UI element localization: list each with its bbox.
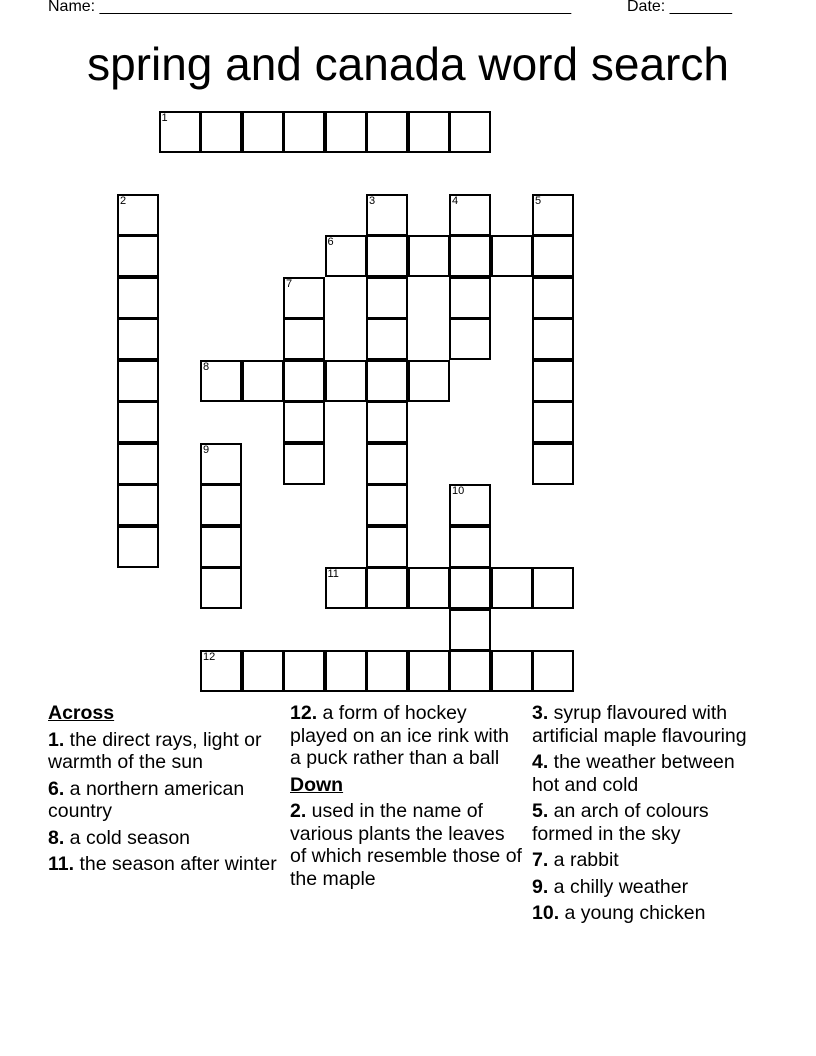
crossword-cell[interactable] (117, 194, 159, 236)
down-clue-5 (532, 800, 766, 845)
across-clue-12 (290, 702, 524, 770)
clue-text: used in the name of various plants the leaves of which resemble those of the maple (290, 800, 522, 890)
clue-number-label: 11 (327, 568, 339, 580)
crossword-cell[interactable] (408, 111, 450, 153)
clue-number-label: 2 (120, 194, 127, 207)
crossword-cell[interactable] (532, 443, 574, 485)
crossword-cell[interactable] (283, 318, 325, 360)
clue-number: 10. (532, 902, 560, 924)
crossword-cell[interactable] (200, 111, 242, 153)
crossword-cell[interactable] (283, 111, 325, 153)
clue-text: a young chicken (559, 902, 706, 924)
clue-text: a northern american country (48, 777, 245, 822)
across-clue-1 (48, 729, 282, 774)
crossword-cell[interactable] (117, 318, 159, 360)
clue-number: 6. (48, 777, 65, 800)
crossword-cell[interactable] (325, 567, 367, 609)
crossword-cell[interactable] (366, 650, 408, 692)
clue-text: a rabbit (548, 849, 619, 871)
crossword-cell[interactable] (449, 194, 491, 236)
crossword-cell[interactable] (366, 526, 408, 568)
crossword-cell[interactable] (159, 111, 201, 153)
clue-number: 9. (532, 875, 549, 898)
crossword-cell[interactable] (449, 609, 491, 651)
crossword-cell[interactable] (325, 360, 367, 402)
across-heading: Across (48, 702, 115, 724)
clue-number-label: 3 (369, 194, 376, 207)
crossword-cell[interactable] (408, 650, 450, 692)
clue-number-label: 4 (452, 194, 459, 207)
crossword-cell[interactable] (366, 277, 408, 319)
crossword-cell[interactable] (532, 277, 574, 319)
crossword-cell[interactable] (366, 318, 408, 360)
clues-column-2 (290, 702, 524, 894)
crossword-cell[interactable] (200, 650, 242, 692)
name-line: Name: _____________________________________________________ (48, 0, 572, 15)
clue-number: 11. (48, 853, 75, 875)
across-clue-6 (48, 778, 282, 823)
down-clue-7 (532, 849, 766, 872)
clue-text: the weather between hot and cold (532, 751, 735, 796)
crossword-cell[interactable] (532, 650, 574, 692)
clue-text: the season after winter (74, 853, 277, 875)
crossword-cell[interactable] (449, 235, 491, 277)
clues-column-3 (532, 702, 766, 929)
crossword-cell[interactable] (449, 484, 491, 526)
crossword-cell[interactable] (325, 235, 367, 277)
page-title: spring and canada word search (87, 38, 729, 90)
crossword-cell[interactable] (532, 194, 574, 236)
crossword-cell[interactable] (366, 567, 408, 609)
clue-number-label: 6 (327, 236, 334, 248)
crossword-cell[interactable] (283, 443, 325, 485)
clue-text: a cold season (64, 826, 191, 849)
crossword-cell[interactable] (532, 235, 574, 277)
clue-number-label: 1 (161, 111, 168, 124)
crossword-cell[interactable] (532, 318, 574, 360)
crossword-cell[interactable] (491, 567, 533, 609)
crossword-cell[interactable] (366, 484, 408, 526)
clue-text: the direct rays, light or warmth of the sun (48, 728, 262, 773)
crossword-cell[interactable] (117, 443, 159, 485)
crossword-cell[interactable] (200, 360, 242, 402)
crossword-cell[interactable] (242, 650, 284, 692)
crossword-cell[interactable] (283, 277, 325, 319)
across-clue-8 (48, 827, 282, 850)
crossword-cell[interactable] (491, 650, 533, 692)
clues-column-1 (48, 702, 282, 880)
crossword-cell[interactable] (117, 360, 159, 402)
crossword-cell[interactable] (325, 650, 367, 692)
down-clue-4 (532, 751, 766, 796)
crossword-cell[interactable] (200, 567, 242, 609)
crossword-cell[interactable] (408, 235, 450, 277)
clue-number-label: 10 (452, 485, 465, 497)
crossword-cell[interactable] (366, 401, 408, 443)
crossword-cell[interactable] (366, 235, 408, 277)
crossword-cell[interactable] (491, 235, 533, 277)
down-heading: Down (290, 773, 344, 796)
crossword-cell[interactable] (325, 111, 367, 153)
crossword-cell[interactable] (408, 567, 450, 609)
clue-number-label: 7 (286, 277, 293, 290)
clue-number: 5. (532, 800, 549, 822)
crossword-cell[interactable] (449, 318, 491, 360)
clue-number: 2. (290, 800, 307, 822)
crossword-cell[interactable] (117, 235, 159, 277)
clue-number-label: 8 (203, 360, 210, 373)
clue-number: 7. (532, 849, 549, 871)
crossword-cell[interactable] (449, 277, 491, 319)
crossword-cell[interactable] (532, 401, 574, 443)
down-clue-3 (532, 702, 766, 747)
across-clue-11 (48, 853, 282, 876)
down-clue-10 (532, 902, 766, 925)
date-line: Date: _______ (627, 0, 732, 15)
crossword-cell[interactable] (366, 443, 408, 485)
crossword-cell[interactable] (449, 567, 491, 609)
crossword-cell[interactable] (200, 526, 242, 568)
clue-text: a form of hockey played on an ice rink with a puck rather than a ball (290, 702, 509, 769)
clue-text: syrup flavoured with artificial maple flavouring (532, 702, 747, 747)
crossword-cell[interactable] (449, 650, 491, 692)
down-clue-9 (532, 876, 766, 899)
crossword-cell[interactable] (408, 360, 450, 402)
clue-number-label: 5 (535, 194, 542, 207)
crossword-cell[interactable] (242, 111, 284, 153)
clue-number-label: 9 (203, 443, 210, 456)
crossword-cell[interactable] (117, 526, 159, 568)
clue-text: an arch of colours formed in the sky (532, 800, 709, 845)
crossword-cell[interactable] (449, 111, 491, 153)
down-clue-2 (290, 800, 524, 890)
crossword-cell[interactable] (117, 277, 159, 319)
crossword-cell[interactable] (283, 650, 325, 692)
crossword-cell[interactable] (200, 484, 242, 526)
crossword-cell[interactable] (449, 526, 491, 568)
clue-text: a chilly weather (548, 875, 689, 898)
crossword-cell[interactable] (117, 484, 159, 526)
clue-number: 4. (532, 751, 549, 773)
crossword-cell[interactable] (117, 401, 159, 443)
crossword-cell[interactable] (366, 111, 408, 153)
clue-number-label: 12 (203, 651, 216, 663)
crossword-cell[interactable] (366, 360, 408, 402)
crossword-cell[interactable] (242, 360, 284, 402)
crossword-cell[interactable] (532, 360, 574, 402)
crossword-cell[interactable] (283, 401, 325, 443)
crossword-cell[interactable] (283, 360, 325, 402)
clue-number: 12. (290, 702, 318, 724)
crossword-cell[interactable] (366, 194, 408, 236)
crossword-cell[interactable] (200, 443, 242, 485)
clue-number: 3. (532, 702, 549, 724)
clue-number: 1. (48, 728, 65, 751)
crossword-cell[interactable] (532, 567, 574, 609)
clue-number: 8. (48, 826, 65, 849)
